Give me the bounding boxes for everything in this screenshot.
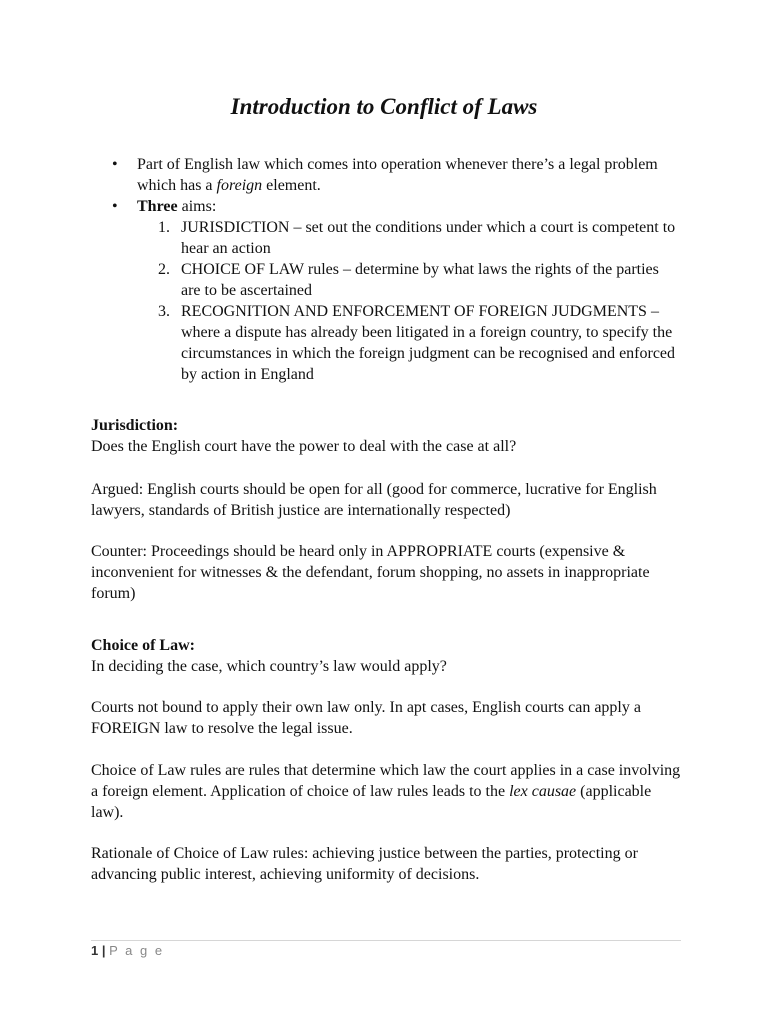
page-number: 1 (91, 943, 99, 958)
document-title: Introduction to Conflict of Laws (230, 94, 538, 119)
aim-number: 3. (158, 303, 170, 320)
courts-paragraph: Courts not bound to apply their own law only. In apt cases, English courts can apply a FOREIGN law to resolve the legal issue. (91, 699, 641, 737)
counter-paragraph: Counter: Proceedings should be heard only in APPROPRIATE courts (expensive & inconvenient for witnesses & the defendant, forum shopping, no assets in inappropriate forum) (91, 543, 650, 602)
aim-text: RECOGNITION AND ENFORCEMENT OF FOREIGN JUDGMENTS – where a dispute has already been litigated in a foreign country, to specify the circumstances in which the foreign judgment can be recognised and enforced by action in England (181, 303, 676, 383)
choice-rules-paragraph (91, 760, 681, 823)
aims-label: aims: (177, 198, 217, 215)
bullet-item-definition (112, 154, 677, 196)
aim-item-choice-of-law (158, 259, 677, 301)
aims-numbered-list (158, 217, 677, 385)
aim-number: 2. (158, 261, 170, 278)
aim-item-recognition (158, 301, 677, 385)
bullet-icon: • (112, 198, 118, 215)
argued-paragraph: Argued: English courts should be open for all (good for commerce, lucrative for English lawyers, standards of British justice are internationally respected) (91, 481, 657, 519)
aim-text: CHOICE OF LAW rules – determine by what laws the rights of the parties are to be ascertained (181, 261, 659, 299)
footer-divider (91, 940, 681, 941)
choice-rules-text-start: Choice of Law rules are rules that determine which law the court applies in a case involving a foreign element. Application of choice of law rules leads to the (91, 762, 681, 800)
aim-number: 1. (158, 219, 170, 236)
choice-of-law-section (91, 635, 681, 677)
lex-causae-term: lex causae (509, 783, 577, 800)
aims-bullet-list (112, 154, 677, 385)
page-footer (91, 942, 164, 960)
choice-rules-text-end: (applicable law). (91, 783, 652, 821)
rationale-paragraph: Rationale of Choice of Law rules: achieving justice between the parties, protecting or advancing public interest, achieving uniformity of decisions. (91, 845, 638, 883)
choice-of-law-heading: Choice of Law: (91, 637, 195, 654)
bullet-item-three-aims (112, 196, 677, 217)
choice-of-law-question: In deciding the case, which country’s law would apply? (91, 658, 447, 675)
footer-separator: | (101, 943, 106, 958)
page-label: P a g e (109, 943, 165, 958)
jurisdiction-heading: Jurisdiction: (91, 417, 179, 434)
bullet-icon: • (112, 156, 118, 173)
jurisdiction-question: Does the English court have the power to deal with the case at all? (91, 438, 517, 455)
aim-text: JURISDICTION – set out the conditions under which a court is competent to hear an action (181, 219, 676, 257)
definition-text-end: element. (262, 177, 321, 194)
jurisdiction-section (91, 415, 681, 457)
aim-item-jurisdiction (158, 217, 677, 259)
three-bold-label: Three (137, 198, 178, 215)
definition-italic-term: foreign (216, 177, 263, 194)
definition-text-start: Part of English law which comes into operation whenever there’s a legal problem which has a (137, 156, 658, 194)
